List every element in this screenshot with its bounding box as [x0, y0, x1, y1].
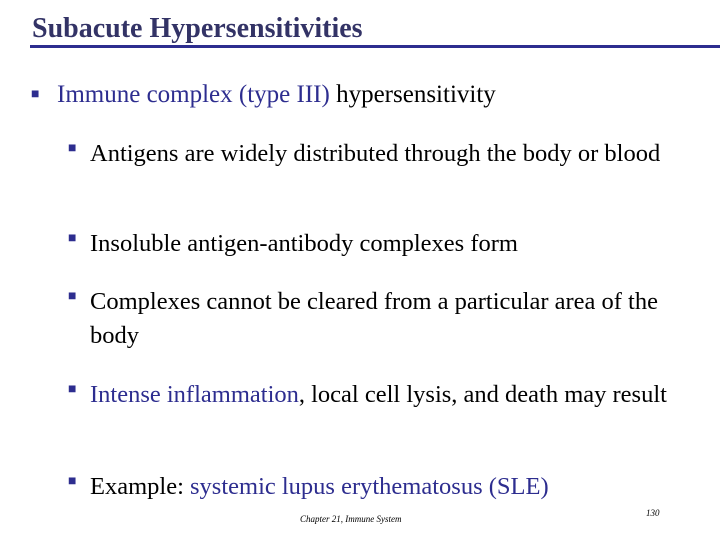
main-bullet-rest: hypersensitivity — [329, 81, 496, 108]
sub-bullet-highlight: Intense inflammation — [90, 381, 299, 408]
square-bullet-icon: ■ — [68, 382, 77, 397]
title-underline — [30, 45, 720, 48]
sub-bullet-4 — [68, 378, 700, 412]
sub-bullet-5 — [68, 470, 700, 504]
slide-footer: Chapter 21, Immune System — [300, 514, 402, 524]
sub-bullet-1 — [68, 137, 700, 171]
sub-bullet-text — [90, 378, 700, 412]
square-bullet-icon: ■ — [68, 474, 77, 489]
sub-bullet-rest: , local cell lysis, and death may result — [298, 381, 667, 408]
slide-title: Subacute Hypersensitivities — [32, 13, 363, 44]
square-bullet-icon: ■ — [68, 141, 77, 156]
sub-bullet-2 — [68, 227, 700, 261]
sub-bullet-text — [90, 470, 700, 504]
square-bullet-icon: ■ — [31, 87, 40, 102]
square-bullet-icon: ■ — [68, 231, 77, 246]
main-bullet-highlight: Immune complex (type III) — [57, 81, 330, 108]
sub-bullet-3 — [68, 285, 700, 353]
square-bullet-icon: ■ — [68, 289, 77, 304]
main-bullet-text — [57, 81, 496, 109]
sub-bullet-lead: Example: — [90, 473, 191, 500]
main-bullet — [31, 81, 496, 109]
sub-bullet-highlight: systemic lupus erythematosus (SLE) — [190, 473, 549, 500]
page-number: 130 — [646, 508, 660, 518]
sub-bullet-text: Complexes cannot be cleared from a particular area of the body — [90, 288, 658, 349]
sub-bullet-text: Insoluble antigen-antibody complexes form — [90, 230, 518, 257]
sub-bullet-text: Antigens are widely distributed through the body or blood — [90, 140, 661, 167]
